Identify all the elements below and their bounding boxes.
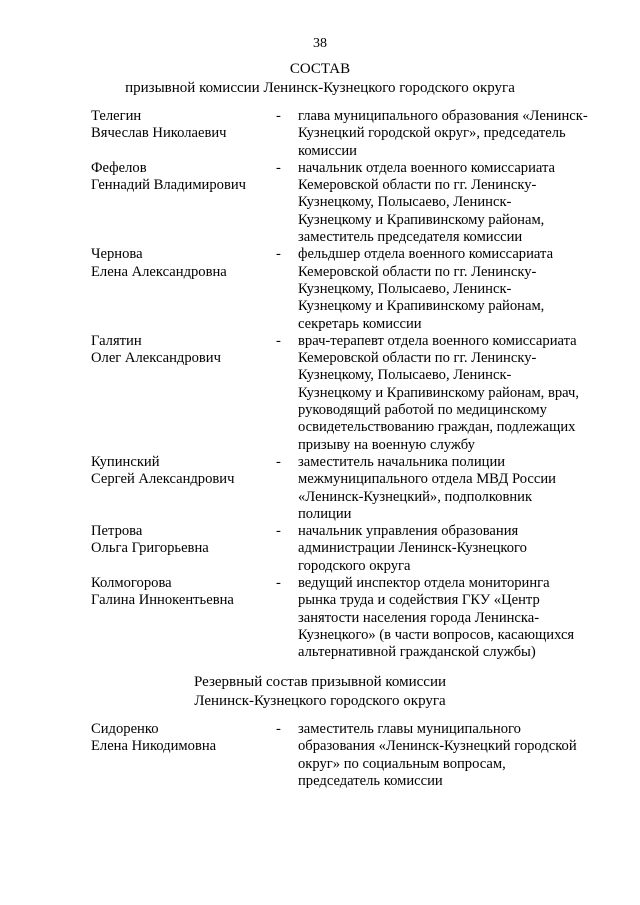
member-surname: Фефелов: [91, 159, 147, 176]
separator-dash: -: [276, 159, 281, 176]
member-name: [91, 721, 271, 756]
member-entry: [0, 575, 640, 661]
member-entry: [0, 721, 640, 790]
heading-subtitle: призывной комиссии Ленинск-Кузнецкого городского округа: [125, 80, 515, 96]
separator-dash: -: [276, 523, 281, 540]
role-line: глава муниципального образования «Ленинск-: [298, 108, 588, 124]
role-line: межмуниципального отдела МВД России: [298, 471, 556, 488]
member-entry: [0, 108, 640, 160]
role-line: альтернативной гражданской службы): [298, 644, 536, 661]
member-role: [298, 160, 603, 246]
role-line: Кузнецкому, Полысаево, Ленинск-: [298, 194, 512, 211]
role-line: заместитель начальника полиции: [298, 453, 506, 470]
separator-dash: -: [276, 246, 281, 263]
reserve-heading: [0, 673, 640, 711]
member-given-names: Елена Александровна: [91, 263, 227, 280]
separator-dash: -: [276, 332, 281, 349]
role-line: Кузнецкого» (в части вопросов, касающихся: [298, 626, 575, 643]
role-line: начальник отдела военного комиссариата: [298, 159, 556, 176]
separator-dash: -: [276, 108, 281, 124]
member-surname: Галятин: [91, 332, 142, 349]
member-given-names: Галина Иннокентьевна: [91, 592, 234, 609]
role-line: Кемеровской области по гг. Ленинску-: [298, 350, 537, 367]
reserve-members-list: [0, 721, 640, 790]
role-line: Кузнецкому, Полысаево, Ленинск-: [298, 367, 512, 384]
member-given-names: Олег Александрович: [91, 350, 221, 367]
member-given-names: Геннадий Владимирович: [91, 177, 247, 194]
member-entry: [0, 160, 640, 246]
member-role: [298, 108, 603, 160]
role-line: председатель комиссии: [298, 772, 443, 789]
member-role: [298, 333, 603, 454]
member-name: [91, 523, 271, 558]
reserve-heading-title: Резервный состав призывной комиссии: [193, 674, 447, 690]
member-entry: [0, 454, 640, 523]
member-name: [91, 108, 271, 143]
role-line: начальник управления образования: [298, 523, 519, 540]
heading-title: СОСТАВ: [289, 61, 351, 77]
member-entry: [0, 246, 640, 332]
member-surname: Купинский: [91, 453, 160, 470]
member-role: [298, 246, 603, 332]
document-heading: [0, 60, 640, 98]
member-surname: Чернова: [91, 246, 143, 263]
member-name: [91, 333, 271, 368]
role-line: Кузнецкому и Крапивинскому районам,: [298, 298, 545, 315]
role-line: округ» по социальным вопросам,: [298, 755, 506, 772]
member-surname: Телегин: [91, 108, 142, 124]
member-role: [298, 454, 603, 523]
role-line: образования «Ленинск-Кузнецкий городской: [298, 738, 577, 755]
member-given-names: Елена Никодимовна: [91, 738, 217, 755]
role-line: освидетельствованию граждан, подлежащих: [298, 419, 576, 436]
separator-dash: -: [276, 453, 281, 470]
role-line: Кемеровской области по гг. Ленинску-: [298, 263, 537, 280]
role-line: призыву на военную службу: [298, 436, 475, 453]
role-line: администрации Ленинск-Кузнецкого: [298, 540, 527, 557]
role-line: Кузнецкому, Полысаево, Ленинск-: [298, 280, 512, 297]
member-name: [91, 160, 271, 195]
role-line: «Ленинск-Кузнецкий», подполковник: [298, 488, 533, 505]
member-given-names: Ольга Григорьевна: [91, 540, 209, 557]
role-line: комиссии: [298, 142, 357, 159]
separator-dash: -: [276, 721, 281, 737]
role-line: фельдшер отдела военного комиссариата: [298, 246, 554, 263]
role-line: Кемеровской области по гг. Ленинску-: [298, 177, 537, 194]
member-given-names: Вячеслав Николаевич: [91, 125, 227, 142]
separator-dash: -: [276, 575, 281, 592]
member-role: [298, 721, 603, 790]
role-line: секретарь комиссии: [298, 315, 422, 332]
member-role: [298, 575, 603, 661]
role-line: ведущий инспектор отдела мониторинга: [298, 575, 550, 592]
role-line: Кузнецкий городской округ», председатель: [298, 125, 566, 142]
member-name: [91, 246, 271, 281]
role-line: рынка труда и содействия ГКУ «Центр: [298, 592, 540, 609]
member-role: [298, 523, 603, 575]
member-entry: [0, 333, 640, 454]
role-line: занятости населения города Ленинска-: [298, 609, 540, 626]
role-line: городского округа: [298, 557, 411, 574]
member-entry: [0, 523, 640, 575]
role-line: заместитель главы муниципального: [298, 721, 521, 737]
member-name: [91, 454, 271, 489]
member-surname: Петрова: [91, 523, 143, 540]
role-line: Кузнецкому и Крапивинскому районам, врач,: [298, 384, 580, 401]
commission-members-list: [0, 108, 640, 662]
page-number: 38: [313, 36, 327, 51]
reserve-heading-subtitle: Ленинск-Кузнецкого городского округа: [194, 693, 446, 709]
role-line: полиции: [298, 505, 352, 522]
role-line: врач-терапевт отдела военного комиссариата: [298, 332, 577, 349]
role-line: заместитель председателя комиссии: [298, 229, 523, 246]
member-name: [91, 575, 271, 610]
member-given-names: Сергей Александрович: [91, 471, 235, 488]
role-line: руководящий работой по медицинскому: [298, 402, 547, 419]
role-line: Кузнецкому и Крапивинскому районам,: [298, 211, 545, 228]
member-surname: Сидоренко: [91, 721, 159, 737]
member-surname: Колмогорова: [91, 575, 172, 592]
